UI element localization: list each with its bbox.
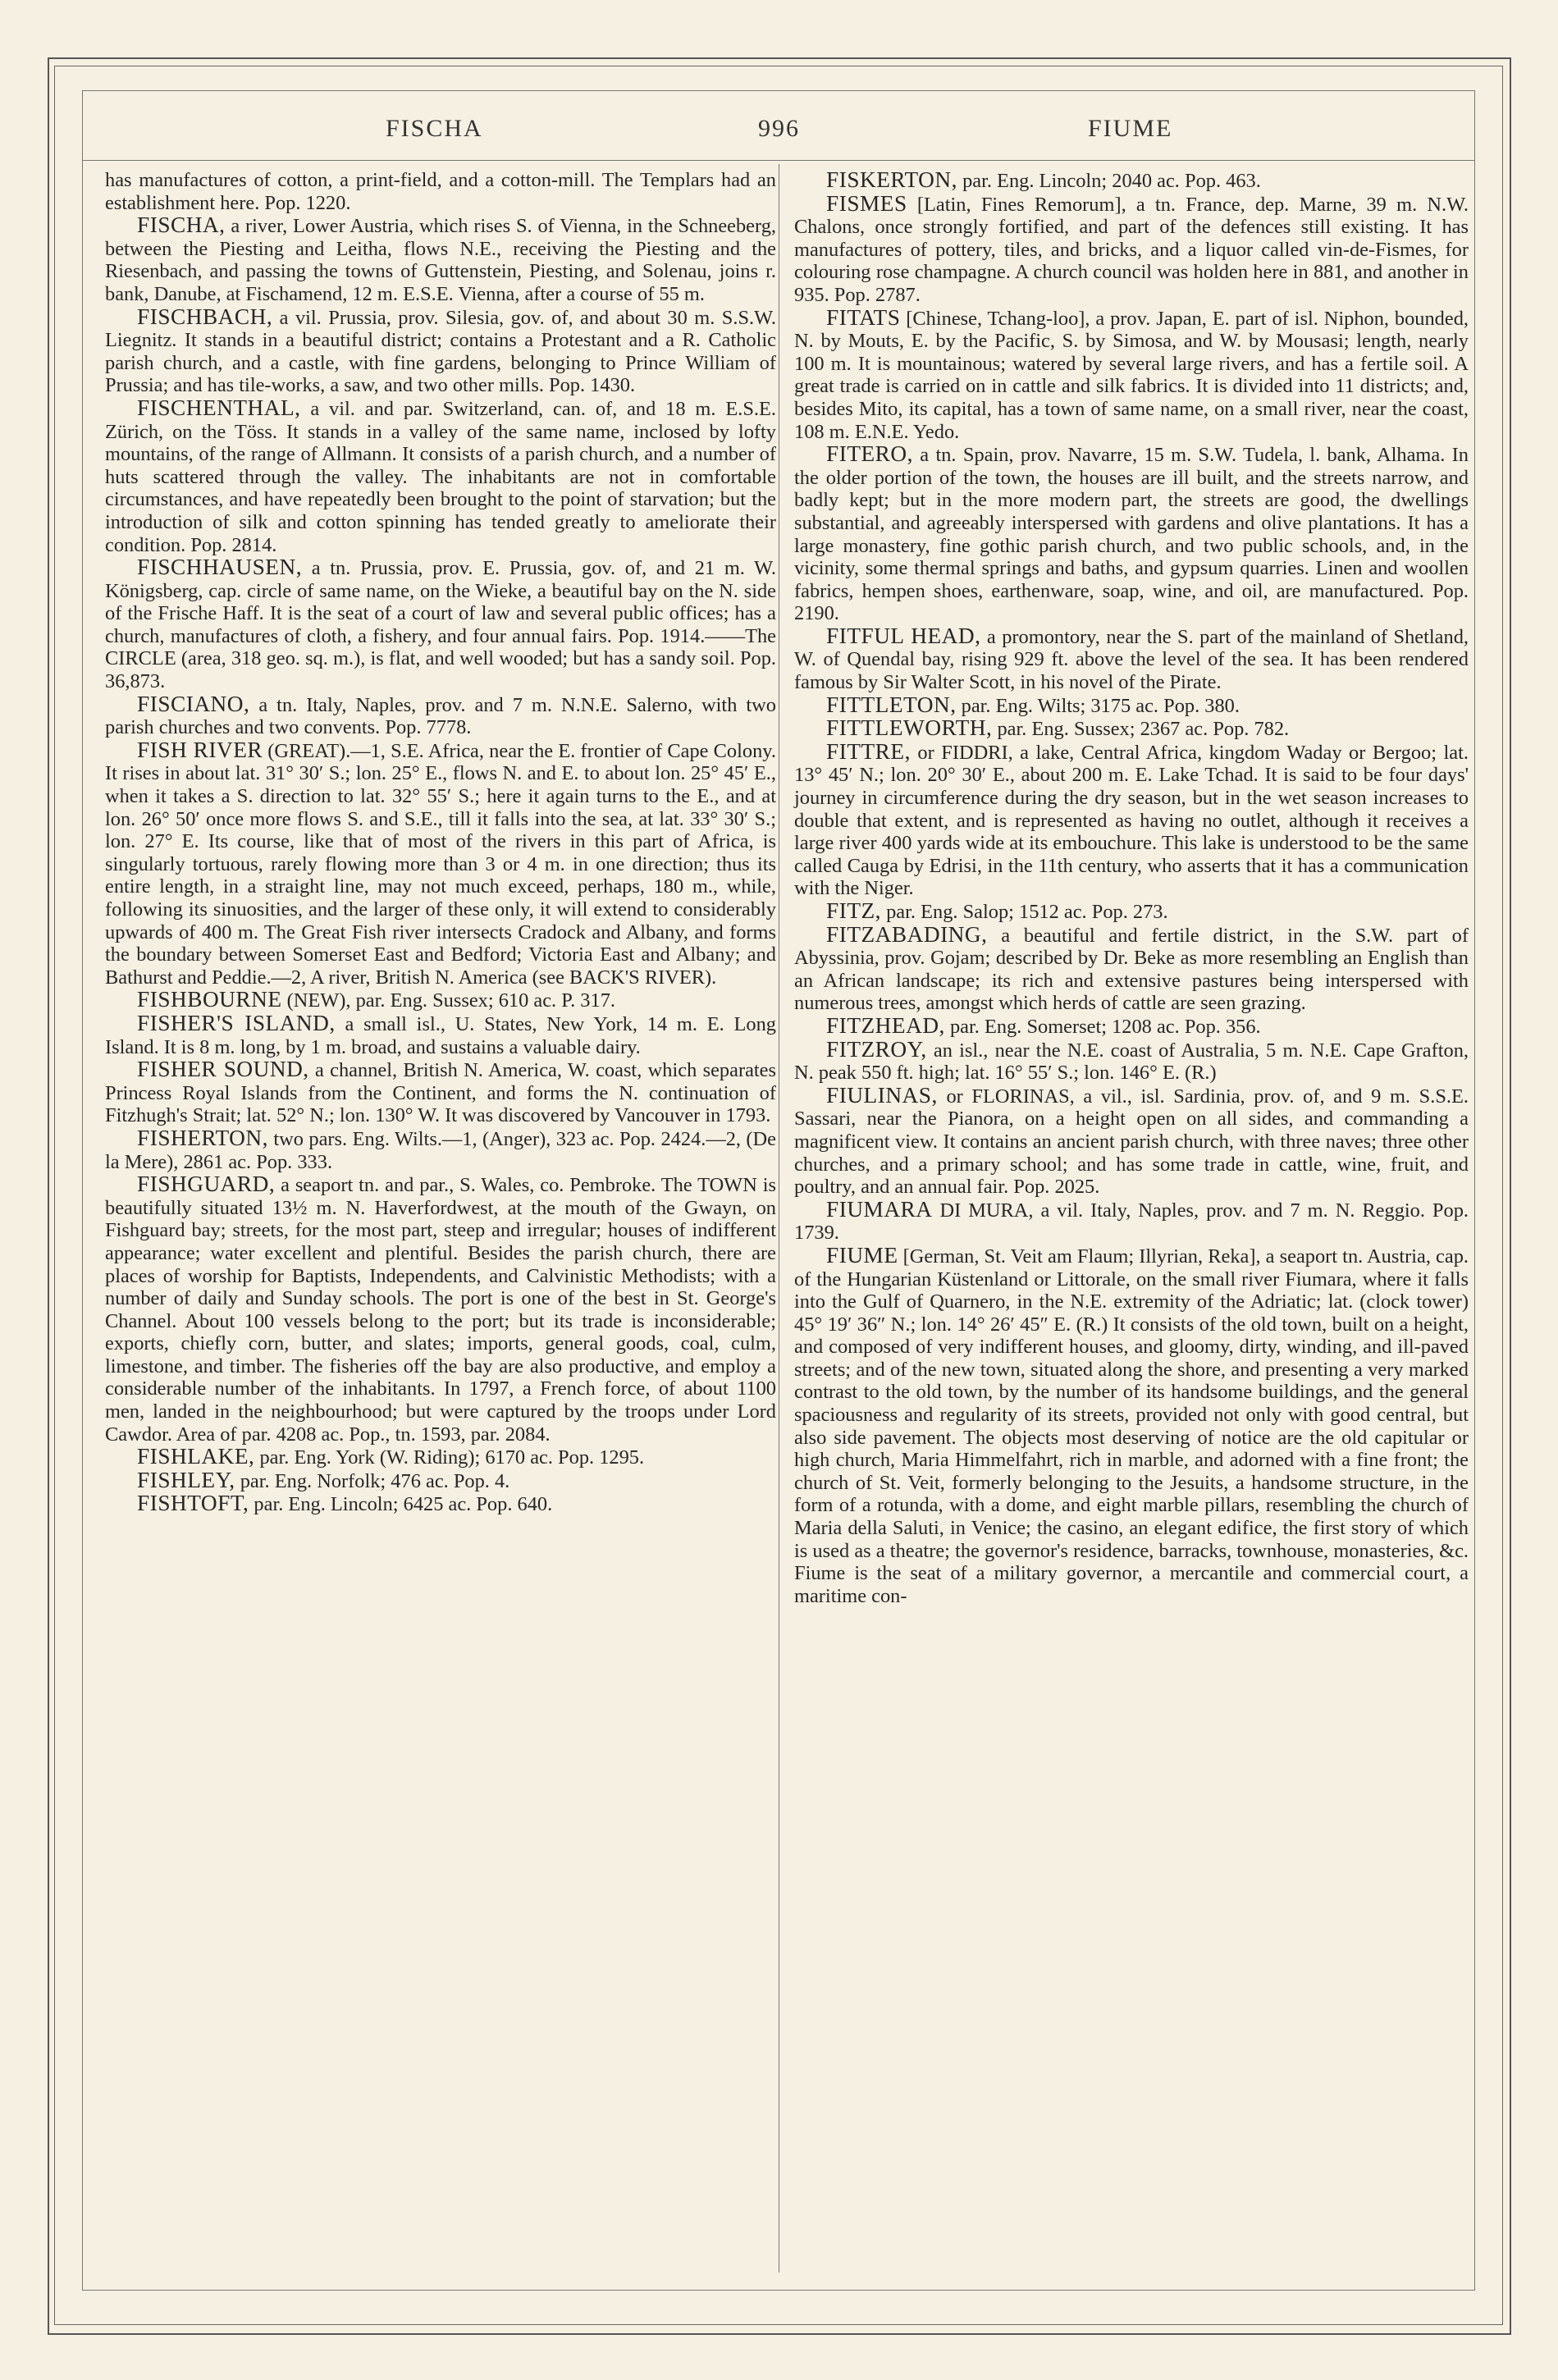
gazetteer-entry: [794, 1196, 1469, 1245]
entry-headword: FIUME: [826, 1242, 898, 1268]
entry-headword: FISMES: [826, 190, 907, 216]
entry-text: a seaport tn. and par., S. Wales, co. Pembroke. The TOWN is beautifully situated 13½ m. N. Haverfordwest, at the mouth of the Gwayn, on Fishguard bay; streets, for the most part, steep and irregular; houses of indifferent appearance; water excellent and plentiful. Besides the parish church, there are places of worship for Baptists, Independents, and Calvinistic Methodists; with a number of daily and Sunday schools. The port is one of the best in St. George's Channel. About 100 vessels belong to the port; but its trade is inconsiderable; exports, chiefly corn, butter, and slates; imports, general goods, coal, culm, limestone, and timber. The fisheries off the bay are also productive, and employ a considerable number of the inhabitants. In 1797, a French force, of about 1100 men, landed in the neighbourhood; but were captured by the troops under Lord Cawdor. Area of par. 4208 ac. Pop., tn. 1593, par. 2084.: [105, 1174, 776, 1446]
entry-headword: FISHLEY,: [137, 1467, 235, 1492]
entry-text: a vil. Prussia, prov. Silesia, gov. of, and about 30 m. S.S.W. Liegnitz. It stands in a beautiful district; contains a Protestant and a R. Catholic parish church, and a castle, with fine gardens, belonging to Prince William of Prussia; and has tile-works, a saw, and two other mills. Pop. 1430.: [105, 306, 776, 397]
entry-headword: FITTLEWORTH,: [826, 715, 993, 741]
entry-text: has manufactures of cotton, a print-field, and a cotton-mill. The Templars had an establishment here. Pop. 1220.: [105, 169, 776, 214]
entry-text: an isl., near the N.E. coast of Australia, 5 m. N.E. Cape Grafton, N. peak 550 ft. high; lat. 16° 55′ S.; lon. 146° E. (R.): [794, 1039, 1469, 1085]
entry-text: a small isl., U. States, New York, 14 m. E. Long Island. It is 8 m. long, by 1 m. broad, and sustains a valuable dairy.: [105, 1012, 776, 1058]
entry-text: or FLORINAS, a vil., isl. Sardinia, prov. of, and 9 m. S.S.E. Sassari, near the Pianora, on a height open on all sides, and commanding a magnificent view. It contains an ancient parish church, with three naves; three other churches, and a primary school; and has some trade in cattle, wine, fruit, and poultry, and an annual fair. Pop. 2025.: [794, 1085, 1469, 1199]
entry-headword: FITERO,: [826, 441, 913, 467]
entry-text: par. Eng. York (W. Riding); 6170 ac. Pop. 1295.: [254, 1446, 645, 1469]
entry-headword: FISHER'S ISLAND,: [137, 1010, 336, 1035]
gazetteer-entry: [105, 1058, 776, 1127]
gazetteer-entry: [105, 1173, 776, 1446]
gazetteer-entry: [794, 1242, 1469, 1608]
entry-text: par. Eng. Wilts; 3175 ac. Pop. 380.: [956, 694, 1240, 717]
entry-text: par. Eng. Salop; 1512 ac. Pop. 273.: [881, 901, 1168, 923]
entry-headword: FISHERTON,: [137, 1125, 268, 1150]
running-head-right: FIUME: [1088, 115, 1173, 142]
entry-headword: FISCHA,: [137, 212, 226, 238]
gazetteer-entry: [105, 1446, 776, 1469]
entry-headword: FITTRE,: [826, 738, 911, 764]
entry-text: (GREAT).—1, S.E. Africa, near the E. frontier of Cape Colony. It rises in about lat. 31° 30′ S.; lon. 25° E., flows N. and E. to about lon. 25° 45′ E., when it takes a S. direction to lat. 32° 55′ S.; here it again turns to the E., and at lon. 26° 50′ once more flows S. and S.E., till it falls into the sea, at lat. 33° 30′ S.; lon. 27° E. Its course, like that of most of the rivers in this part of Africa, is singularly tortuous, rarely flowing more than 3 or 4 m. in one direction; thus its entire length, in a straight line, may not much exceed, perhaps, 180 m., while, following its sinuosities, and the larger of these only, it will extend to considerably upwards of 400 m. The Great Fish river intersects Cradock and Albany, and forms the boundary between Somerset East and Bedford; Victoria East and Albany; and Bathurst and Peddie.—2, A river, British N. America (see BACK'S RIVER).: [105, 739, 776, 989]
header-rule: [82, 160, 1475, 161]
entry-text: a channel, British N. America, W. coast, which separates Princess Royal Islands from the Continent, and forms the N. continuation of Fitzhugh's Strait; lat. 52° N.; lon. 130° W. It was discovered by Vancouver in 1793.: [105, 1059, 776, 1127]
entry-text: a tn. Prussia, prov. E. Prussia, gov. of, and 21 m. W. Königsberg, cap. circle of same name, on the Wieke, a beautiful bay on the N. side of the Frische Haff. It is the seat of a court of law and several public offices; has a church, manufactures of cloth, a fishery, and four annual fairs. Pop. 1914.——The CIRCLE (area, 318 geo. sq. m.), is flat, and well wooded; but has a sandy soil. Pop. 36,873.: [105, 557, 776, 693]
entry-text: a river, Lower Austria, which rises S. of Vienna, in the Schneeberg, between the Piesting and Leitha, flows N.E., receiving the Piesting and the Riesenbach, and passing the towns of Guttenstein, Piesting, and Solenau, joins r. bank, Danube, at Fischamend, 12 m. E.S.E. Vienna, after a course of 55 m.: [105, 215, 776, 305]
page-number: 996: [758, 115, 800, 142]
entry-headword: FISHER SOUND,: [137, 1057, 309, 1082]
gazetteer-entry: [794, 1082, 1469, 1199]
entry-text: or FIDDRI, a lake, Central Africa, kingdom Waday or Bergoo; lat. 13° 45′ N.; lon. 20° 30′ E., about 200 m. E. Lake Tchad. It is said to be four days' journey in circumference during the dry season, but in the wet season increases to double that extent, and is represented as having no outlet, although it receives a large river 400 yards wide at its embouchure. This lake is understood to be the same called Cauga by Edrisi, in the 11th century, who asserts that it has a communication with the Niger.: [794, 741, 1469, 900]
entry-text: par. Eng. Lincoln; 6425 ac. Pop. 640.: [249, 1493, 553, 1516]
left-column: [105, 169, 776, 1516]
entry-text: par. Eng. Sussex; 2367 ac. Pop. 782.: [992, 718, 1290, 741]
entry-text: [German, St. Veit am Flaum; Illyrian, Reka], a seaport tn. Austria, cap. of the Hungarian Küstenland or Littorale, on the small river Fiumara, where it falls into the Gulf of Quarnero, in the N.E. extremity of the Adriatic; lat. (clock tower) 45° 19′ 36″ N.; lon. 14° 26′ 45″ E. (R.) It consists of the old town, built on a height, and composed of very indifferent houses, and gloomy, dirty, winding, and ill-paved streets; and of the new town, situated along the shore, and presenting a very marked contrast to the old town, by the number of its handsome buildings, and the general spaciousness and regularity of its streets, provided not only with good central, but also side pavement. The objects most deserving of notice are the old capitular or high church, Maria Himmelfahrt, rich in marble, and adorned with a fine front; the church of St. Veit, formerly belonging to the Jesuits, a handsome structure, in the form of a rotunda, with a dome, and eight marble pillars, resembling the church of Maria della Saluti, in Venice; the casino, an elegant edifice, the first story of which is used as a theatre; the governor's residence, barracks, townhouse, monasteries, &c. Fiume is the seat of a military governor, a mercantile and commercial court, a maritime con-: [794, 1245, 1469, 1607]
entry-text: two pars. Eng. Wilts.—1, (Anger), 323 ac. Pop. 2424.—2, (De la Mere), 2861 ac. Pop. 333.: [105, 1127, 776, 1173]
entry-headword: FISCHENTHAL,: [137, 395, 301, 420]
gazetteer-entry: [794, 190, 1469, 307]
entry-headword: FIULINAS,: [826, 1082, 938, 1108]
gazetteer-entry: [105, 397, 776, 556]
entry-headword: FISHTOFT,: [137, 1491, 249, 1516]
gazetteer-entry: [105, 989, 776, 1012]
entry-headword: FITFUL HEAD,: [826, 623, 981, 648]
gazetteer-entry: [794, 304, 1469, 444]
entry-text: a tn. Italy, Naples, prov. and 7 m. N.N.E. Salerno, with two parish churches and two convents. Pop. 7778.: [105, 693, 776, 739]
entry-text: (NEW), par. Eng. Sussex; 610 ac. P. 317.: [281, 989, 615, 1012]
right-column: [794, 169, 1469, 1607]
entry-headword: FISHLAKE,: [137, 1444, 255, 1469]
entry-text: a vil. and par. Switzerland, can. of, and 18 m. E.S.E. Zürich, on the Töss. It stands in a valley of the same name, inclosed by lofty mountains, of the range of Allmann. It consists of a parish church, and a number of huts scattered through the valley. The inhabitants are not in comfortable circumstances, and have repeatedly been brought to the point of starvation; but the introduction of silk and cotton spinning has tended greatly to ameliorate their condition. Pop. 2814.: [105, 397, 776, 556]
gazetteer-entry: [794, 169, 1469, 193]
entry-headword: FISCIANO,: [137, 691, 250, 716]
running-head-left: FISCHA: [386, 115, 483, 142]
gazetteer-entry: [105, 1469, 776, 1493]
entry-headword: FISHGUARD,: [137, 1172, 276, 1197]
gazetteer-entry: [794, 694, 1469, 718]
entry-headword: FISH RIVER: [137, 737, 263, 762]
entry-headword: FISKERTON,: [826, 167, 957, 192]
entry-text: [Chinese, Tchang-loo], a prov. Japan, E. part of isl. Niphon, bounded, N. by Mouts, E. by the Pacific, S. by Simosa, and W. by Mousasi; length, nearly 100 m. It is mountainous; watered by several large rivers, and has a fertile soil. A great trade is carried on in cattle and silk fabrics. It is divided into 11 districts; and, besides Mito, its capital, has a town of same name, on a small river, near the coast, 108 m. E.N.E. Yedo.: [794, 307, 1469, 443]
entry-text: DI MURA, a vil. Italy, Naples, prov. and 7 m. N. Reggio. Pop. 1739.: [794, 1199, 1469, 1245]
gazetteer-entry: [105, 556, 776, 693]
gazetteer-entry: [794, 1012, 1469, 1039]
gazetteer-entry: [794, 921, 1469, 1015]
gazetteer-entry: [105, 739, 776, 989]
gazetteer-entry: [105, 169, 776, 214]
entry-headword: FITTLETON,: [826, 692, 957, 717]
gazetteer-entry: [105, 1012, 776, 1058]
gazetteer-entry: [794, 443, 1469, 625]
gazetteer-entry: [794, 625, 1469, 694]
entry-headword: FITZABADING,: [826, 921, 988, 947]
gazetteer-entry: [105, 1127, 776, 1173]
entry-headword: FISCHBACH,: [137, 304, 273, 329]
gazetteer-entry: [794, 900, 1469, 924]
entry-headword: FITZ,: [826, 898, 882, 923]
gazetteer-entry: [105, 306, 776, 397]
entry-headword: FISCHHAUSEN,: [137, 555, 303, 580]
entry-headword: FIUMARA: [826, 1196, 933, 1222]
entry-headword: FITZROY,: [826, 1036, 927, 1062]
gazetteer-entry: [794, 1036, 1469, 1085]
gazetteer-entry: [794, 738, 1469, 900]
entry-text: a tn. Spain, prov. Navarre, 15 m. S.W. Tudela, l. bank, Alhama. In the older portion of the town, the houses are ill built, and the streets narrow, and badly kept; but in the more modern part, the streets are good, the dwellings substantial, and agreeably interspersed with gardens and olive plantations. It has a large monastery, fine gothic parish church, and two public schools, and, in the vicinity, some thermal springs and baths, and gypsum quarries. Linen and woollen fabrics, hempen shoes, earthenware, soap, wine, and oil, are manufactured. Pop. 2190.: [794, 444, 1469, 625]
gazetteer-entry: [105, 693, 776, 739]
entry-headword: FISHBOURNE: [137, 987, 282, 1012]
gazetteer-entry: [105, 214, 776, 305]
entry-text: par. Eng. Norfolk; 476 ac. Pop. 4.: [235, 1469, 510, 1492]
entry-headword: FITATS: [826, 304, 901, 330]
entry-headword: FITZHEAD,: [826, 1012, 945, 1038]
entry-text: par. Eng. Lincoln; 2040 ac. Pop. 463.: [957, 170, 1261, 192]
entry-text: par. Eng. Somerset; 1208 ac. Pop. 356.: [944, 1015, 1261, 1038]
entry-text: a beautiful and fertile district, in the S.W. part of Abyssinia, prov. Gojam; described by Dr. Beke as more resembling an English than an African landscape; its rich and extensive pastures being interspersed with numerous trees, amongst which herds of cattle are seen grazing.: [794, 924, 1469, 1015]
entry-text: [Latin, Fines Remorum], a tn. France, dep. Marne, 39 m. N.W. Chalons, once strongly fortified, and part of the defences still existing. It has manufactures of pottery, tiles, and bricks, and a liquor called vin-de-Fismes, for colouring rose champagne. A church council was holden here in 881, and another in 935. Pop. 2787.: [794, 193, 1469, 306]
entry-text: a promontory, near the S. part of the mainland of Shetland, W. of Quendal bay, rising 929 ft. above the level of the sea. It has been rendered famous by Sir Walter Scott, in his novel of the Pirate.: [794, 625, 1469, 694]
gazetteer-entry: [105, 1492, 776, 1516]
gazetteer-entry: [794, 717, 1469, 741]
